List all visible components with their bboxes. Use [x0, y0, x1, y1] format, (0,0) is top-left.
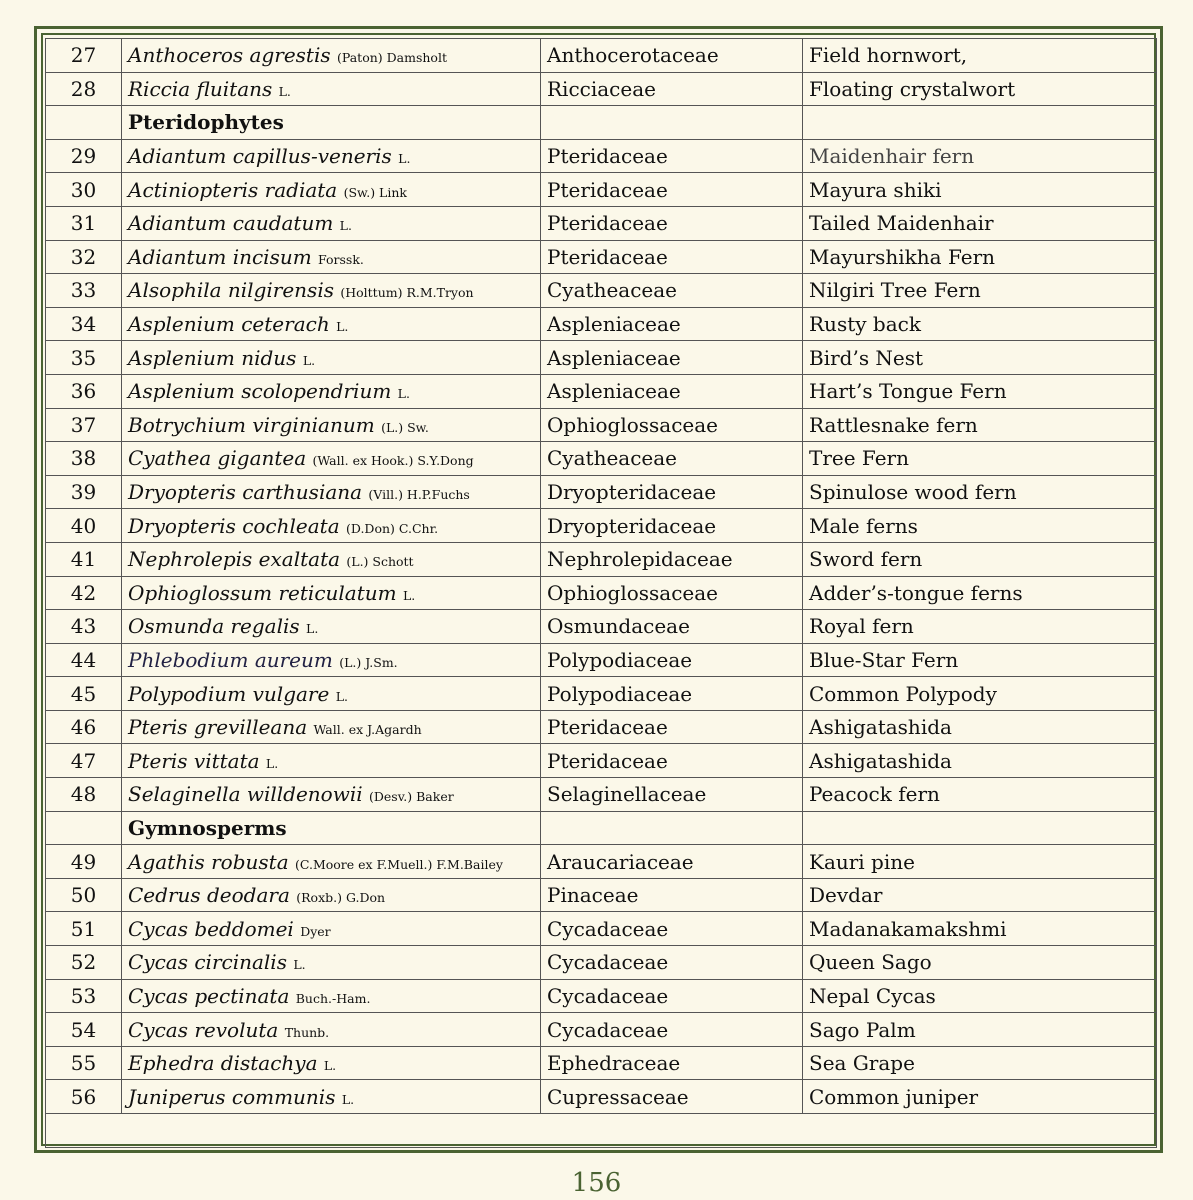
scientific-name: Dryopteris cochleata [128, 513, 340, 538]
table-row [46, 677, 1157, 711]
species-table-body [46, 39, 1157, 1148]
family-name: Pteridaceae [541, 206, 803, 240]
row-number-cell [46, 106, 122, 140]
section-heading: Gymnosperms [128, 815, 287, 840]
scientific-name: Phlebodium aureum [128, 647, 333, 672]
common-name: Common juniper [803, 1080, 1157, 1114]
row-number: 45 [46, 677, 122, 711]
common-name: Mayura shiki [803, 173, 1157, 207]
common-name: Field hornwort, [803, 39, 1157, 73]
row-number: 43 [46, 610, 122, 644]
table-row [46, 744, 1157, 778]
species-table [45, 38, 1157, 1148]
table-row [46, 778, 1157, 812]
table-row [46, 139, 1157, 173]
scientific-name-cell [122, 173, 541, 207]
common-name: Male ferns [803, 509, 1157, 543]
scientific-name: Cycas revoluta [128, 1017, 279, 1042]
author-citation: Buch.-Ham. [295, 990, 371, 1006]
row-number: 35 [46, 341, 122, 375]
family-cell [541, 811, 803, 845]
row-number: 44 [46, 643, 122, 677]
family-name: Nephrolepidaceae [541, 542, 803, 576]
author-citation: L. [402, 587, 416, 603]
row-number: 51 [46, 912, 122, 946]
family-name: Ophioglossaceae [541, 408, 803, 442]
family-name: Pteridaceae [541, 710, 803, 744]
author-citation: L. [335, 688, 348, 704]
table-row [46, 1080, 1157, 1114]
page-frame-inner [41, 33, 1156, 1146]
scientific-name-cell [122, 643, 541, 677]
family-name: Polypodiaceae [541, 677, 803, 711]
family-name: Pteridaceae [541, 744, 803, 778]
row-number: 52 [46, 946, 122, 980]
table-row [46, 341, 1157, 375]
scientific-name-cell [122, 1046, 541, 1080]
table-row [46, 173, 1157, 207]
common-name: Blue-Star Fern [803, 643, 1157, 677]
common-name: Nepal Cycas [803, 979, 1157, 1013]
scientific-name-cell [122, 509, 541, 543]
row-number: 53 [46, 979, 122, 1013]
row-number: 36 [46, 374, 122, 408]
table-row [46, 610, 1157, 644]
scientific-name-cell [122, 710, 541, 744]
row-number: 27 [46, 39, 122, 73]
common-name: Ashigatashida [803, 744, 1157, 778]
table-row [46, 542, 1157, 576]
common-name: Queen Sago [803, 946, 1157, 980]
family-name: Anthocerotaceae [541, 39, 803, 73]
family-name: Aspleniaceae [541, 341, 803, 375]
common-name: Sea Grape [803, 1046, 1157, 1080]
scientific-name: Polypodium vulgare [128, 681, 330, 706]
scientific-name-cell [122, 139, 541, 173]
table-row [46, 979, 1157, 1013]
scientific-name-cell [122, 979, 541, 1013]
table-row [46, 240, 1157, 274]
family-name: Pteridaceae [541, 139, 803, 173]
author-citation: L. [293, 957, 306, 973]
family-name: Aspleniaceae [541, 374, 803, 408]
common-name: Hart’s Tongue Fern [803, 374, 1157, 408]
scientific-name: Adiantum incisum [128, 244, 312, 269]
table-row [46, 1013, 1157, 1047]
scientific-name: Ephedra distachya [128, 1051, 318, 1076]
table-row [46, 307, 1157, 341]
author-citation: L. [339, 218, 352, 234]
scientific-name-cell [122, 274, 541, 308]
empty-trailing-row [46, 1114, 1157, 1148]
common-name: Madanakamakshmi [803, 912, 1157, 946]
author-citation: (Holttum) R.M.Tryon [340, 285, 474, 301]
author-citation: (Wall. ex Hook.) S.Y.Dong [312, 453, 474, 469]
author-citation: L. [306, 621, 319, 637]
row-number: 39 [46, 475, 122, 509]
common-name: Rattlesnake fern [803, 408, 1157, 442]
row-number: 56 [46, 1080, 122, 1114]
table-row [46, 710, 1157, 744]
scientific-name: Asplenium ceterach [128, 312, 330, 337]
author-citation: (L.) J.Sm. [339, 654, 398, 670]
row-number: 31 [46, 206, 122, 240]
common-name: Sword fern [803, 542, 1157, 576]
row-number: 46 [46, 710, 122, 744]
row-number: 48 [46, 778, 122, 812]
row-number: 38 [46, 442, 122, 476]
section-heading-cell [122, 811, 541, 845]
table-row [46, 274, 1157, 308]
common-name: Mayurshikha Fern [803, 240, 1157, 274]
row-number: 37 [46, 408, 122, 442]
scientific-name: Selaginella willdenowii [128, 782, 363, 807]
common-name: Maidenhair fern [803, 139, 1157, 173]
scientific-name-cell [122, 341, 541, 375]
scientific-name-cell [122, 610, 541, 644]
author-citation: Wall. ex J.Agardh [313, 722, 422, 738]
scientific-name: Riccia fluitans [128, 76, 273, 101]
table-row [46, 442, 1157, 476]
scientific-name: Asplenium nidus [128, 345, 297, 370]
scientific-name: Agathis robusta [128, 849, 289, 874]
scientific-name-cell [122, 542, 541, 576]
row-number: 28 [46, 72, 122, 106]
scientific-name: Osmunda regalis [128, 614, 300, 639]
row-number: 54 [46, 1013, 122, 1047]
family-name: Dryopteridaceae [541, 509, 803, 543]
common-name: Rusty back [803, 307, 1157, 341]
section-heading: Pteridophytes [128, 110, 284, 135]
scientific-name-cell [122, 845, 541, 879]
scientific-name-cell [122, 576, 541, 610]
table-row [46, 845, 1157, 879]
common-name-cell [803, 106, 1157, 140]
scientific-name-cell [122, 72, 541, 106]
family-name: Pteridaceae [541, 240, 803, 274]
scientific-name: Juniperus communis [128, 1084, 336, 1109]
author-citation: Thunb. [284, 1024, 330, 1040]
common-name: Royal fern [803, 610, 1157, 644]
family-name: Cycadaceae [541, 912, 803, 946]
page-frame-outer [34, 26, 1163, 1153]
scientific-name: Anthoceros agrestis [128, 43, 331, 68]
family-name: Ephedraceae [541, 1046, 803, 1080]
common-name: Tree Fern [803, 442, 1157, 476]
author-citation: (Sw.) Link [343, 184, 407, 200]
table-row [46, 475, 1157, 509]
scientific-name-cell [122, 778, 541, 812]
author-citation: L. [336, 319, 349, 335]
scientific-name-cell [122, 408, 541, 442]
scientific-name: Cycas pectinata [128, 983, 290, 1008]
common-name: Kauri pine [803, 845, 1157, 879]
scientific-name: Cycas beddomei [128, 916, 294, 941]
table-row [46, 946, 1157, 980]
scientific-name: Cycas circinalis [128, 950, 287, 975]
family-name: Cycadaceae [541, 979, 803, 1013]
scientific-name: Adiantum capillus-veneris [128, 144, 392, 169]
family-name: Selaginellaceae [541, 778, 803, 812]
scientific-name: Actiniopteris radiata [128, 177, 338, 202]
table-row [46, 878, 1157, 912]
common-name: Adder’s-tongue ferns [803, 576, 1157, 610]
row-number: 50 [46, 878, 122, 912]
author-citation: Forssk. [318, 251, 364, 267]
author-citation: (D.Don) C.Chr. [346, 520, 439, 536]
scientific-name-cell [122, 307, 541, 341]
author-citation: Dyer [300, 923, 331, 939]
author-citation: L. [323, 1058, 337, 1074]
table-row [46, 643, 1157, 677]
author-citation: L. [398, 151, 411, 167]
scientific-name: Asplenium scolopendrium [128, 379, 392, 404]
table-row [46, 39, 1157, 73]
table-row [46, 1046, 1157, 1080]
author-citation: (Desv.) Baker [369, 789, 454, 805]
author-citation: (Roxb.) G.Don [296, 890, 386, 906]
scientific-name-cell [122, 240, 541, 274]
family-name: Pinaceae [541, 878, 803, 912]
common-name: Common Polypody [803, 677, 1157, 711]
author-citation: (Vill.) H.P.Fuchs [368, 487, 470, 503]
scientific-name: Pteris grevilleana [128, 715, 308, 740]
scientific-name-cell [122, 744, 541, 778]
row-number: 47 [46, 744, 122, 778]
section-heading-row [46, 106, 1157, 140]
scientific-name-cell [122, 442, 541, 476]
scientific-name: Pteris vittata [128, 748, 260, 773]
family-name: Osmundaceae [541, 610, 803, 644]
section-heading-row [46, 811, 1157, 845]
table-row [46, 72, 1157, 106]
author-citation: (L.) Schott [346, 554, 414, 570]
author-citation: L. [341, 1091, 355, 1107]
row-number: 29 [46, 139, 122, 173]
table-row [46, 576, 1157, 610]
row-number: 55 [46, 1046, 122, 1080]
family-name: Aspleniaceae [541, 307, 803, 341]
author-citation: L. [302, 352, 316, 368]
family-name: Cycadaceae [541, 946, 803, 980]
scientific-name: Ophioglossum reticulatum [128, 580, 397, 605]
family-name: Cyatheaceae [541, 274, 803, 308]
family-name: Cycadaceae [541, 1013, 803, 1047]
author-citation: L. [397, 386, 410, 402]
scientific-name-cell [122, 677, 541, 711]
scientific-name: Cedrus deodara [128, 883, 290, 908]
common-name-cell [803, 811, 1157, 845]
page-number: 156 [571, 1168, 622, 1198]
empty-cell [46, 1114, 1157, 1148]
scientific-name: Nephrolepis exaltata [128, 547, 341, 572]
author-citation: (L.) Sw. [381, 419, 429, 435]
common-name: Ashigatashida [803, 710, 1157, 744]
scientific-name: Botrychium virginianum [128, 412, 375, 437]
table-row [46, 408, 1157, 442]
row-number: 42 [46, 576, 122, 610]
common-name: Nilgiri Tree Fern [803, 274, 1157, 308]
scientific-name: Adiantum caudatum [128, 211, 334, 236]
row-number: 33 [46, 274, 122, 308]
common-name: Sago Palm [803, 1013, 1157, 1047]
row-number: 40 [46, 509, 122, 543]
common-name: Devdar [803, 878, 1157, 912]
common-name: Tailed Maidenhair [803, 206, 1157, 240]
scientific-name-cell [122, 1013, 541, 1047]
scientific-name: Dryopteris carthusiana [128, 480, 363, 505]
family-name: Dryopteridaceae [541, 475, 803, 509]
table-row [46, 206, 1157, 240]
author-citation: (C.Moore ex F.Muell.) F.M.Bailey [294, 856, 503, 872]
common-name: Spinulose wood fern [803, 475, 1157, 509]
author-citation: L. [265, 755, 279, 771]
row-number: 41 [46, 542, 122, 576]
row-number: 49 [46, 845, 122, 879]
family-name: Cyatheaceae [541, 442, 803, 476]
family-name: Ricciaceae [541, 72, 803, 106]
common-name: Floating crystalwort [803, 72, 1157, 106]
scientific-name-cell [122, 39, 541, 73]
scientific-name: Cyathea gigantea [128, 446, 307, 471]
row-number: 30 [46, 173, 122, 207]
scientific-name: Alsophila nilgirensis [128, 278, 334, 303]
scientific-name-cell [122, 475, 541, 509]
family-name: Polypodiaceae [541, 643, 803, 677]
scientific-name-cell [122, 912, 541, 946]
family-name: Cupressaceae [541, 1080, 803, 1114]
row-number: 34 [46, 307, 122, 341]
common-name: Peacock fern [803, 778, 1157, 812]
family-name: Araucariaceae [541, 845, 803, 879]
table-row [46, 912, 1157, 946]
family-name: Ophioglossaceae [541, 576, 803, 610]
scientific-name-cell [122, 946, 541, 980]
common-name: Bird’s Nest [803, 341, 1157, 375]
scientific-name-cell [122, 878, 541, 912]
table-row [46, 374, 1157, 408]
row-number-cell [46, 811, 122, 845]
author-citation: L. [278, 83, 291, 99]
table-row [46, 509, 1157, 543]
family-name: Pteridaceae [541, 173, 803, 207]
scientific-name-cell [122, 374, 541, 408]
scientific-name-cell [122, 1080, 541, 1114]
row-number: 32 [46, 240, 122, 274]
family-cell [541, 106, 803, 140]
section-heading-cell [122, 106, 541, 140]
scientific-name-cell [122, 206, 541, 240]
author-citation: (Paton) Damsholt [337, 50, 447, 66]
